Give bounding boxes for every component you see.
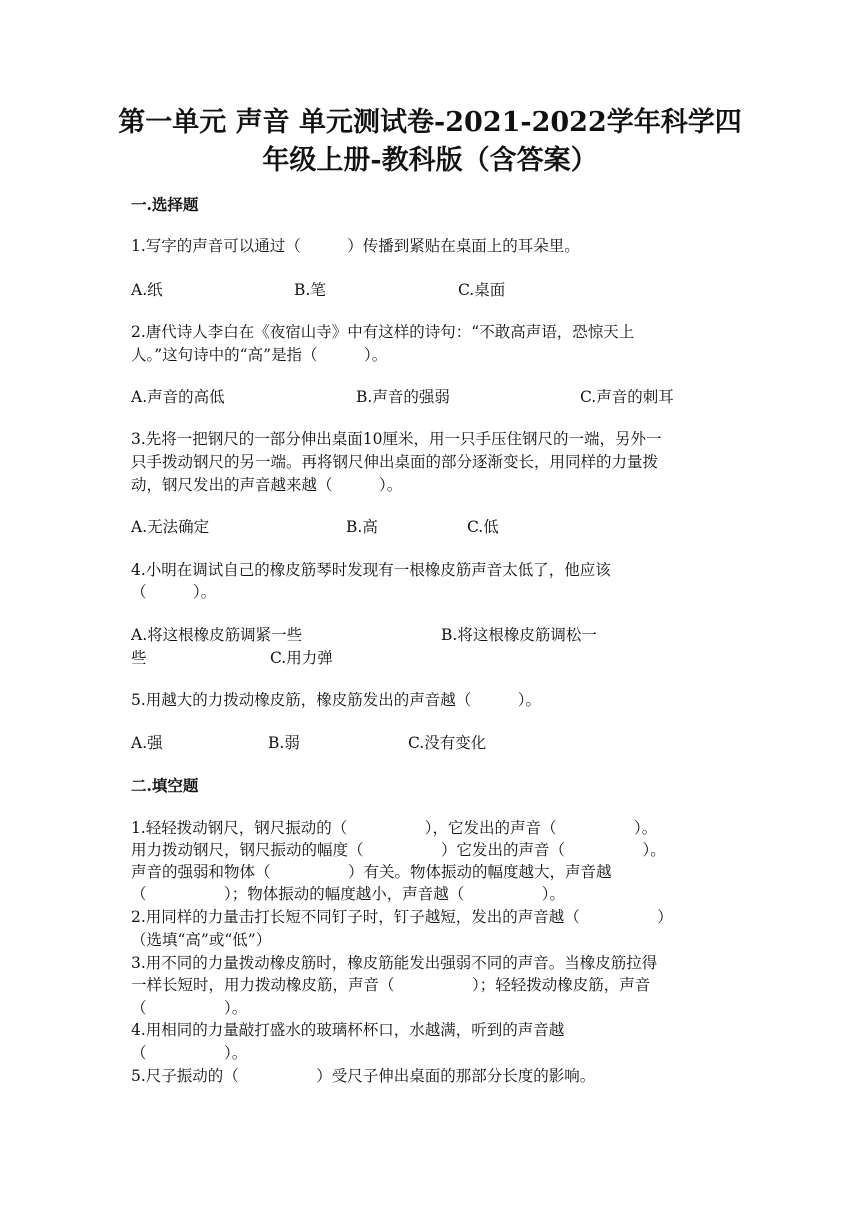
q2-option-b: B.声音的强弱 — [356, 388, 450, 406]
fill-1-line-3: 声音的强弱和物体（ ）有关。物体振动的幅度越大，声音越 — [131, 863, 612, 881]
q3-option-b: B.高 — [346, 518, 378, 536]
title-line-2: 年级上册-教科版（含答案） — [262, 145, 598, 176]
fill-4-line-2: （ ）。 — [131, 1044, 248, 1062]
q3-option-a: A.无法确定 — [131, 518, 210, 536]
q2-option-c: C.声音的刺耳 — [580, 388, 674, 406]
question-3-line-1: 3.先将一把钢尺的一部分伸出桌面10厘米，用一只手压住钢尺的一端，另外一 — [131, 430, 662, 448]
q4-option-b-part-1: B.将这根橡皮筋调松一 — [441, 626, 597, 644]
question-3-line-2: 只手拨动钢尺的另一端。再将钢尺伸出桌面的部分逐渐变长，用同样的力量拨 — [131, 453, 659, 471]
q1-option-b: B.笔 — [294, 281, 326, 299]
fill-1-line-2: 用力拨动钢尺，钢尺振动的幅度（ ）它发出的声音（ ）。 — [131, 841, 666, 859]
fill-1-line-1: 1.轻轻拨动钢尺，钢尺振动的（ ），它发出的声音（ ）。 — [131, 819, 658, 837]
question-5-text: 5.用越大的力拨动橡皮筋，橡皮筋发出的声音越（ ）。 — [131, 691, 542, 709]
q4-option-b-part-2: 些 — [131, 649, 147, 667]
question-4-line-2: （ ）。 — [131, 583, 217, 601]
question-2-line-2: 人。”这句诗中的“高”是指（ ）。 — [131, 346, 388, 364]
question-2-line-1: 2.唐代诗人李白在《夜宿山寺》中有这样的诗句：“不敢高声语，恐惊天上 — [131, 323, 635, 341]
q3-option-c: C.低 — [467, 518, 499, 536]
fill-4-line-1: 4.用相同的力量敲打盛水的玻璃杯杯口，水越满，听到的声音越 — [131, 1021, 565, 1039]
q4-option-c: C.用力弹 — [270, 649, 333, 667]
page-title — [110, 104, 750, 180]
q2-option-a: A.声音的高低 — [131, 388, 225, 406]
fill-3-line-1: 3.用不同的力量拨动橡皮筋时，橡皮筋能发出强弱不同的声音。当橡皮筋拉得 — [131, 954, 658, 972]
q1-option-c: C.桌面 — [458, 281, 506, 299]
section-heading-choice: 一.选择题 — [131, 195, 199, 214]
q4-option-a: A.将这根橡皮筋调紧一些 — [131, 626, 303, 644]
fill-2-line-2: （选填“高”或“低”） — [131, 931, 272, 949]
question-3-line-3: 动，钢尺发出的声音越来越（ ）。 — [131, 476, 403, 494]
fill-3-line-3: （ ）。 — [131, 999, 248, 1017]
fill-2-line-1: 2.用同样的力量击打长短不同钉子时，钉子越短，发出的声音越（ ） — [131, 908, 673, 926]
fill-3-line-2: 一样长短时，用力拨动橡皮筋，声音（ ）；轻轻拨动橡皮筋，声音 — [131, 976, 651, 994]
q5-option-c: C.没有变化 — [408, 734, 487, 752]
q5-option-b: B.弱 — [268, 734, 300, 752]
question-4-line-1: 4.小明在调试自己的橡皮筋琴时发现有一根橡皮筋声音太低了，他应该 — [131, 561, 611, 579]
question-1-text: 1.写字的声音可以通过（ ）传播到紧贴在桌面上的耳朵里。 — [131, 237, 580, 255]
fill-5-line-1: 5.尺子振动的（ ）受尺子伸出桌面的那部分长度的影响。 — [131, 1067, 596, 1085]
section-heading-fill: 二.填空题 — [131, 776, 199, 795]
fill-1-line-4: （ ）；物体振动的幅度越小，声音越（ ）。 — [131, 885, 566, 903]
title-line-1: 第一单元 声音 单元测试卷-2021-2022学年科学四 — [118, 107, 742, 138]
q5-option-a: A.强 — [131, 734, 163, 752]
q1-option-a: A.纸 — [131, 281, 163, 299]
